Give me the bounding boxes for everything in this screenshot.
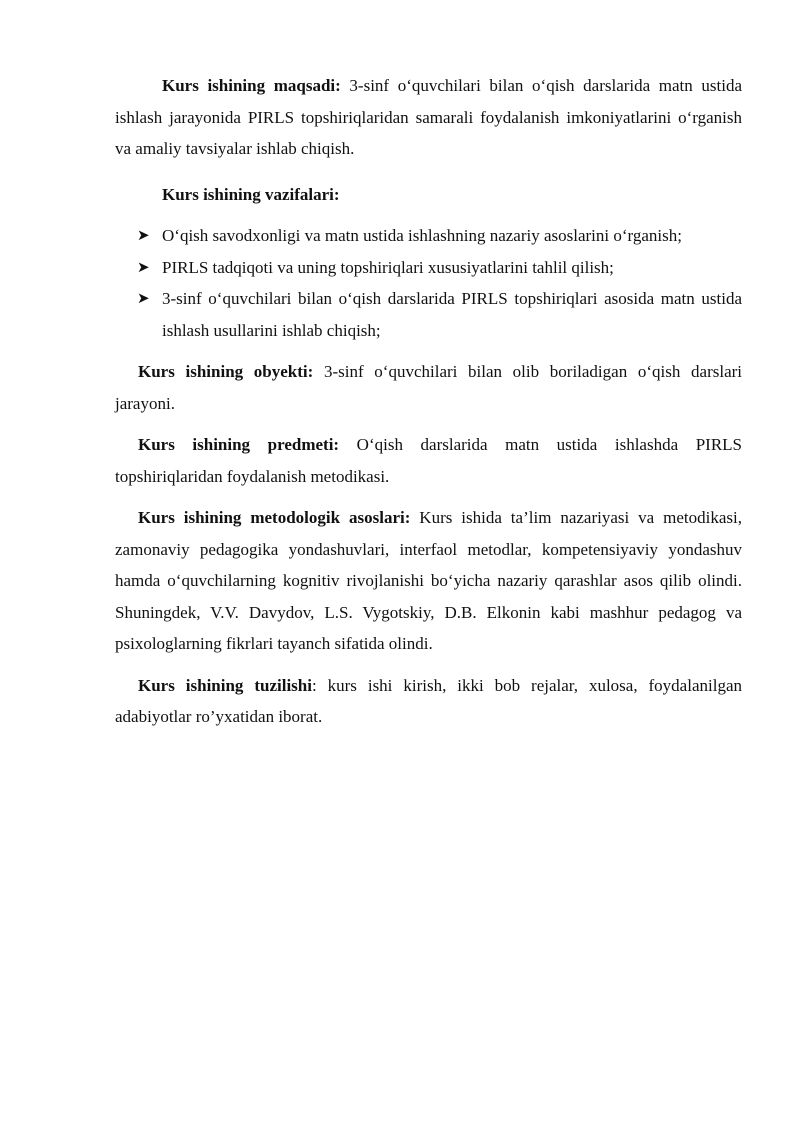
arrowhead-bullet-icon: ➤ [137,289,150,307]
aim-paragraph [115,70,742,165]
structure-label: Kurs ishining tuzilishi [138,675,312,695]
structure-paragraph [115,670,742,733]
structure-text: : kurs ishi kirish, ikki bob rejalar, xulosa, foydalanilgan adabiyotlar ro’yxatidan iborat. [115,675,742,726]
methodology-text: Kurs ishida ta’lim nazariyasi va metodikasi, zamonaviy pedagogika yondashuvlari, interfaol metodlar, kompetensiyaviy yondashuv hamda o‘quvchilarning kognitiv rivojlanishi bo‘yicha nazariy qarashlar asos qilib olindi. Shuningdek, V.V. Davydov, L.S. Vygotskiy, D.B. Elkonin kabi mashhur pedagog va psixologlarning fikrlari tayanch sifatida olindi. [115,508,742,653]
list-item [115,252,742,284]
task-text: O‘qish savodxonligi va matn ustida ishlashning nazariy asoslarini o‘rganish; [162,226,682,245]
tasks-heading: Kurs ishining vazifalari: [162,184,340,204]
methodology-label: Kurs ishining metodologik asoslari: [138,508,411,527]
task-text: 3-sinf o‘quvchilari bilan o‘qish darslarida PIRLS topshiriqlari asosida matn ustida ishlash usullarini ishlab chiqish; [162,289,742,340]
list-item [115,283,742,346]
object-paragraph [115,356,742,419]
object-text: 3-sinf o‘quvchilari bilan olib boriladigan o‘qish darslari jarayoni. [115,362,742,413]
arrowhead-bullet-icon: ➤ [137,257,150,276]
object-label: Kurs ishining obyekti: [138,362,314,381]
task-text: PIRLS tadqiqoti va uning topshiriqlari xususiyatlarini tahlil qilish; [162,257,614,277]
arrowhead-bullet-icon: ➤ [137,226,150,244]
subject-text: O‘qish darslarida matn ustida ishlashda PIRLS topshiriqlaridan foydalanish metodikasi. [115,435,742,486]
aim-label: Kurs ishining maqsadi: [162,76,341,95]
subject-label: Kurs ishining predmeti: [138,435,340,454]
tasks-list [115,220,742,346]
methodology-paragraph [115,502,742,660]
list-item [115,220,742,252]
subject-paragraph [115,429,742,492]
aim-text: 3-sinf o‘quvchilari bilan o‘qish darslarida matn ustida ishlash jarayonida PIRLS topshiriqlaridan samarali foydalanish imkoniyatlarini o‘rganish va amaliy tavsiyalar ishlab chiqish. [115,76,743,158]
